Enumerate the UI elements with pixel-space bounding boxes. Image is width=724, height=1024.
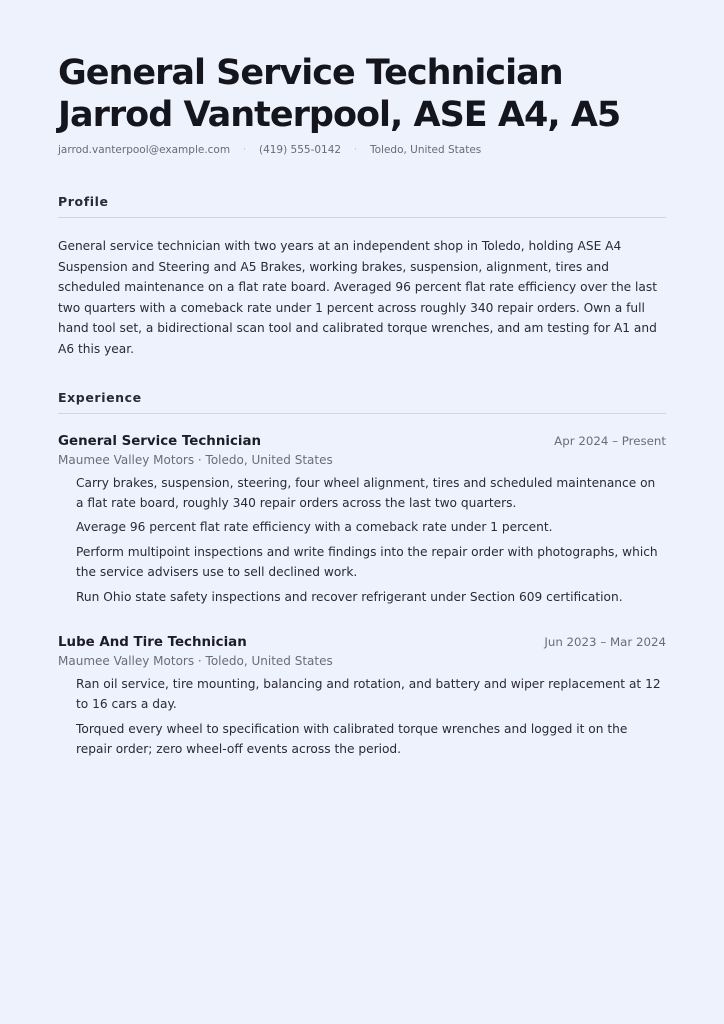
- profile-heading: Profile: [58, 194, 666, 218]
- title-line-name: Jarrod Vanterpool, ASE A4, A5: [58, 95, 621, 135]
- contact-separator: ·: [243, 145, 246, 155]
- title-line-role: General Service Technician: [58, 53, 563, 93]
- job-company: Maumee Valley Motors · Toledo, United States: [58, 452, 333, 467]
- contact-phone[interactable]: (419) 555-0142: [258, 144, 342, 156]
- contact-email[interactable]: jarrod.vanterpool@example.com: [58, 144, 231, 156]
- resume-page: [58, 52, 666, 764]
- job-bullet: Ran oil service, tire mounting, balancing and rotation, and battery and wiper replacement at 12 to 16 cars a day.: [76, 677, 661, 712]
- job-entry: [58, 434, 666, 607]
- job-entry: [58, 635, 666, 760]
- contact-line: [58, 144, 666, 156]
- contact-separator: ·: [354, 145, 357, 155]
- profile-summary: General service technician with two years at an independent shop in Toledo, holding ASE A4 Suspension and Steering and A5 Brakes, working brakes, suspension, alignment, tires and scheduled maintenance on a flat rate board. Averaged 96 percent flat rate efficiency over the last two quarters with a comeback rate under 1 percent across roughly 340 repair orders. Own a full hand tool set, a bidirectional scan tool and calibrated torque wrenches, and am testing for A1 and A6 this year.: [58, 239, 658, 356]
- job-company: Maumee Valley Motors · Toledo, United States: [58, 654, 333, 668]
- job-title: Lube And Tire Technician: [58, 635, 247, 650]
- job-bullets: [58, 674, 666, 760]
- job-title: General Service Technician: [58, 433, 262, 449]
- page-title: [58, 52, 666, 136]
- contact-location: Toledo, United States: [369, 144, 482, 156]
- job-bullet: Carry brakes, suspension, steering, four wheel alignment, tires and scheduled maintenance on a flat rate board, roughly 340 repair orders across the last two quarters.: [76, 475, 656, 510]
- job-dates: Apr 2024 – Present: [554, 433, 666, 448]
- job-bullet: Run Ohio state safety inspections and recover refrigerant under Section 609 certification.: [76, 589, 623, 604]
- experience-heading: Experience: [58, 390, 666, 414]
- job-dates: Jun 2023 – Mar 2024: [544, 635, 666, 649]
- job-bullet: Average 96 percent flat rate efficiency with a comeback rate under 1 percent.: [76, 520, 553, 535]
- job-bullet: Perform multipoint inspections and write findings into the repair order with photographs, which the service advisers use to sell declined work.: [76, 544, 658, 580]
- job-bullet: Torqued every wheel to specification with calibrated torque wrenches and logged it on the repair order; zero wheel-off events across the period.: [76, 721, 628, 757]
- job-bullets: [58, 473, 666, 607]
